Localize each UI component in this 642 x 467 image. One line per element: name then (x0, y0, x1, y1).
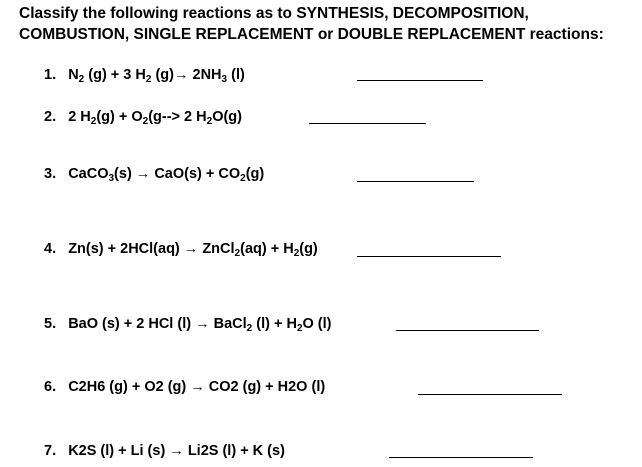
instructions-heading (19, 3, 639, 45)
reaction-item-3 (44, 165, 264, 183)
item-number: 1. (44, 67, 57, 83)
reaction-equation: 2 $H_2(g) + O_2(g--> 2$ $H_2O(g)$ (68, 109, 242, 127)
item-number: 3. (44, 166, 57, 182)
reaction-equation: Zn(s) + 2HCl(aq) → ZnCl$_2$(aq) + $H_2(g)$ (68, 241, 318, 259)
reaction-equation: CaCO$_3$(s) → $CaO(s) + CO_2(g)$ (68, 166, 265, 184)
reaction-item-5 (44, 315, 332, 333)
reaction-item-1 (44, 66, 245, 84)
heading-line-2: COMBUSTION, SINGLE REPLACEMENT or DOUBLE REPLACEMENT reactions: (19, 26, 604, 43)
item-number: 5. (44, 316, 57, 332)
answer-blank-2[interactable] (309, 123, 426, 124)
reaction-equation: C2H6 (g) + O2 (g) → CO2 (g) + H2O (l) (68, 379, 326, 395)
item-number: 2. (44, 109, 57, 125)
item-number: 7. (44, 443, 57, 459)
reaction-item-7 (44, 442, 285, 460)
answer-blank-3[interactable] (357, 181, 474, 182)
reaction-equation: $N_2$ (g) + 3 $H_2$ $(g)\to 2NH_3$ (l) (68, 67, 245, 85)
item-number: 6. (44, 379, 57, 395)
reaction-item-2 (44, 108, 242, 126)
answer-blank-6[interactable] (418, 394, 562, 395)
answer-blank-1[interactable] (357, 80, 483, 81)
heading-line-1: Classify the following reactions as to SYNTHESIS, DECOMPOSITION, (19, 5, 529, 22)
answer-blank-7[interactable] (389, 457, 533, 458)
reaction-equation: BaO (s) + 2 HCl (l) → BaCl$_2$ $(l) + H_2O$ (l) (68, 316, 332, 334)
answer-blank-4[interactable] (357, 256, 501, 257)
answer-blank-5[interactable] (396, 330, 539, 331)
item-number: 4. (44, 241, 57, 257)
reaction-item-4 (44, 240, 318, 258)
reaction-equation: K2S (l) + Li (s) → Li2S (l) + K (s) (68, 443, 285, 459)
reaction-item-6 (44, 378, 325, 396)
